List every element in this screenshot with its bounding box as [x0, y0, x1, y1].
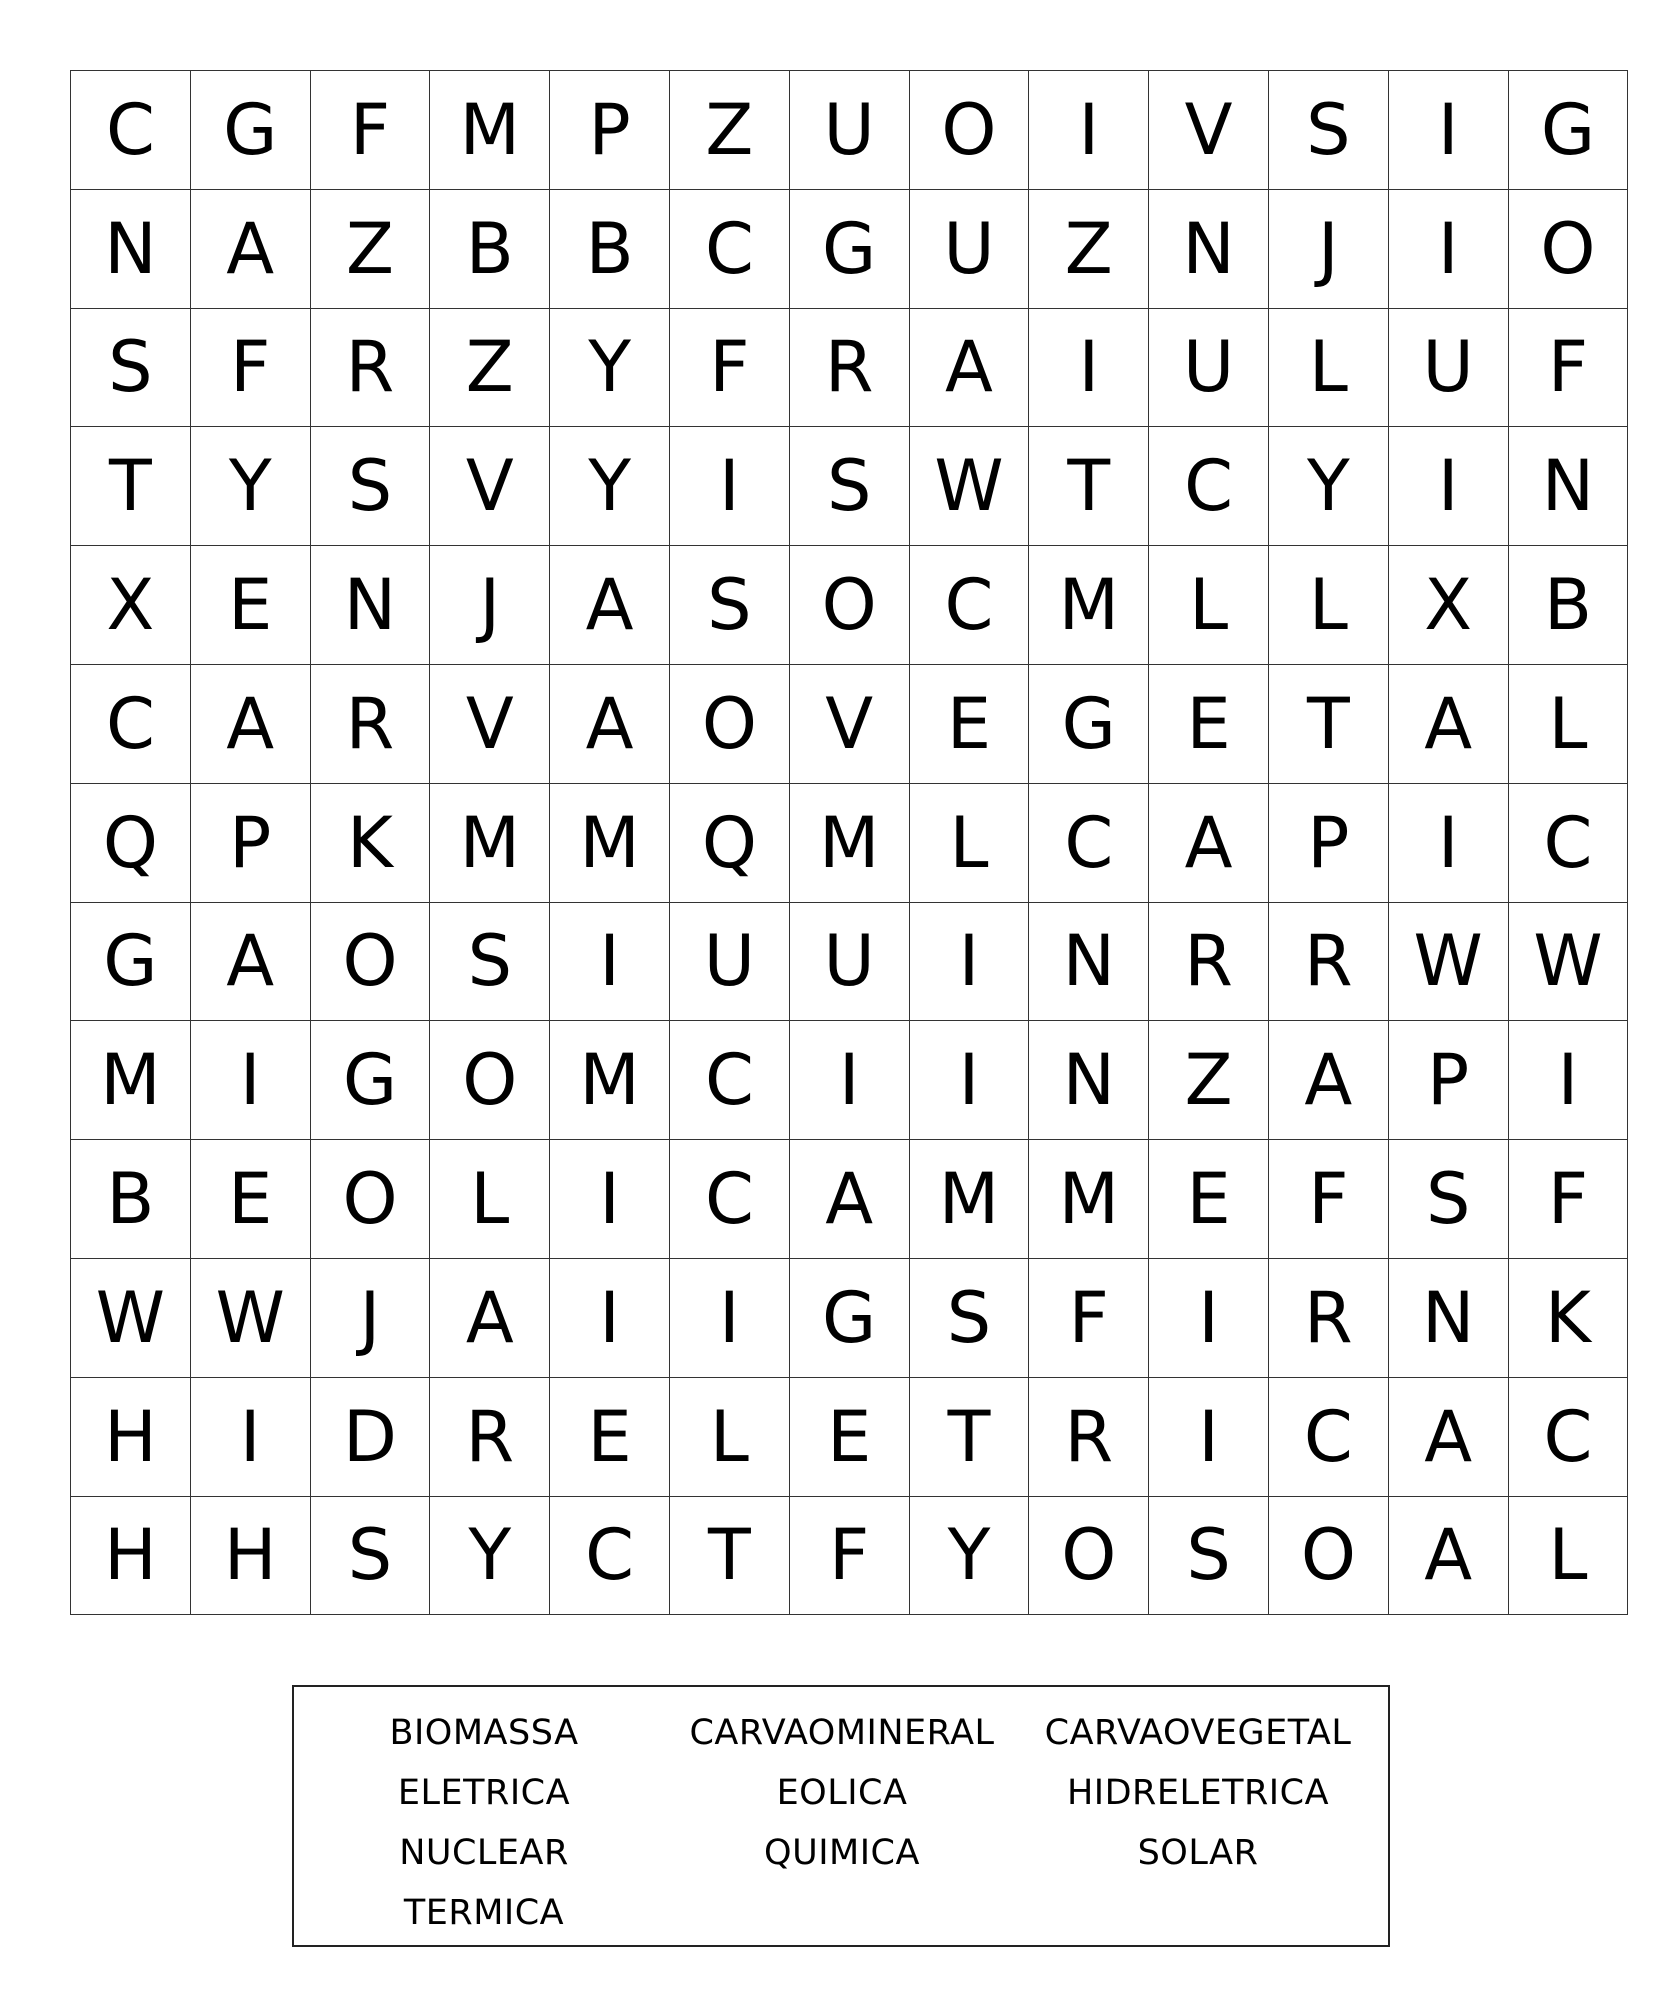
grid-cell[interactable]: R	[430, 1377, 550, 1496]
grid-cell[interactable]: L	[430, 1140, 550, 1259]
grid-cell[interactable]: W	[71, 1258, 191, 1377]
grid-cell[interactable]: W	[909, 427, 1029, 546]
grid-cell[interactable]: L	[1149, 546, 1269, 665]
grid-cell[interactable]: O	[1268, 1496, 1388, 1615]
grid-cell[interactable]: Z	[669, 71, 789, 190]
grid-cell[interactable]: M	[789, 783, 909, 902]
grid-cell[interactable]: L	[1508, 664, 1628, 783]
word-list-item: BIOMASSA	[389, 1713, 579, 1753]
grid-cell[interactable]: O	[430, 1021, 550, 1140]
grid-cell[interactable]: I	[1149, 1377, 1269, 1496]
grid-cell[interactable]: N	[1029, 902, 1149, 1021]
grid-cell[interactable]: G	[1029, 664, 1149, 783]
grid-cell[interactable]: C	[909, 546, 1029, 665]
grid-cell[interactable]: C	[669, 1021, 789, 1140]
grid-cell[interactable]: S	[1149, 1496, 1269, 1615]
grid-cell[interactable]: I	[1388, 71, 1508, 190]
grid-row	[71, 427, 1628, 546]
grid-cell[interactable]: I	[669, 427, 789, 546]
grid-cell[interactable]: I	[550, 1258, 670, 1377]
grid-cell[interactable]: X	[71, 546, 191, 665]
grid-cell[interactable]: C	[1508, 1377, 1628, 1496]
grid-cell[interactable]: K	[1508, 1258, 1628, 1377]
grid-cell[interactable]: L	[1268, 308, 1388, 427]
grid-cell[interactable]: P	[1388, 1021, 1508, 1140]
word-list-item: TERMICA	[403, 1893, 565, 1933]
grid-cell[interactable]: S	[909, 1258, 1029, 1377]
grid-cell[interactable]: P	[550, 71, 670, 190]
word-list-item: CARVAOVEGETAL	[1044, 1713, 1352, 1753]
grid-cell[interactable]: R	[1268, 902, 1388, 1021]
grid-cell[interactable]: J	[1268, 189, 1388, 308]
grid-cell[interactable]: N	[1149, 189, 1269, 308]
grid-cell[interactable]: R	[1268, 1258, 1388, 1377]
grid-cell[interactable]: I	[190, 1021, 310, 1140]
grid-cell[interactable]: O	[789, 546, 909, 665]
grid-cell[interactable]: C	[669, 189, 789, 308]
grid-cell[interactable]: E	[550, 1377, 670, 1496]
grid-cell[interactable]: I	[550, 1140, 670, 1259]
grid-cell[interactable]: I	[1029, 308, 1149, 427]
grid-cell[interactable]: V	[789, 664, 909, 783]
grid-cell[interactable]: G	[789, 1258, 909, 1377]
grid-cell[interactable]: A	[550, 546, 670, 665]
grid-cell[interactable]: S	[1388, 1140, 1508, 1259]
grid-cell[interactable]: F	[1508, 308, 1628, 427]
grid-row	[71, 902, 1628, 1021]
grid-cell[interactable]: M	[1029, 1140, 1149, 1259]
grid-cell[interactable]: H	[71, 1496, 191, 1615]
grid-cell[interactable]: S	[1268, 71, 1388, 190]
grid-cell[interactable]: V	[1149, 71, 1269, 190]
grid-row	[71, 1377, 1628, 1496]
grid-cell[interactable]: I	[909, 1021, 1029, 1140]
grid-cell[interactable]: A	[1388, 1377, 1508, 1496]
grid-cell[interactable]: Y	[1268, 427, 1388, 546]
grid-cell[interactable]: E	[1149, 1140, 1269, 1259]
grid-cell[interactable]: M	[550, 783, 670, 902]
grid-cell[interactable]: N	[1388, 1258, 1508, 1377]
grid-cell[interactable]: A	[190, 664, 310, 783]
grid-cell[interactable]: L	[1508, 1496, 1628, 1615]
grid-cell[interactable]: D	[310, 1377, 430, 1496]
grid-cell[interactable]: Y	[550, 308, 670, 427]
grid-cell[interactable]: B	[430, 189, 550, 308]
grid-cell[interactable]: Z	[430, 308, 550, 427]
grid-cell[interactable]: N	[310, 546, 430, 665]
grid-cell[interactable]: Y	[909, 1496, 1029, 1615]
word-list-column-3	[1018, 1703, 1378, 1883]
grid-cell[interactable]: E	[789, 1377, 909, 1496]
grid-cell[interactable]: Z	[1029, 189, 1149, 308]
grid-cell[interactable]: F	[1029, 1258, 1149, 1377]
grid-cell[interactable]: F	[310, 71, 430, 190]
grid-cell[interactable]: R	[310, 664, 430, 783]
grid-cell[interactable]: N	[1508, 427, 1628, 546]
grid-cell[interactable]: S	[71, 308, 191, 427]
grid-cell[interactable]: W	[1388, 902, 1508, 1021]
grid-cell[interactable]: J	[310, 1258, 430, 1377]
grid-cell[interactable]: O	[310, 902, 430, 1021]
grid-cell[interactable]: M	[430, 71, 550, 190]
grid-cell[interactable]: B	[550, 189, 670, 308]
grid-cell[interactable]: F	[190, 308, 310, 427]
grid-cell[interactable]: A	[550, 664, 670, 783]
word-list-column-1	[304, 1703, 664, 1943]
grid-cell[interactable]: O	[669, 664, 789, 783]
grid-cell[interactable]: T	[71, 427, 191, 546]
grid-cell[interactable]: G	[1508, 71, 1628, 190]
grid-cell[interactable]: I	[1388, 427, 1508, 546]
grid-cell[interactable]: B	[71, 1140, 191, 1259]
grid-row	[71, 664, 1628, 783]
grid-cell[interactable]: P	[190, 783, 310, 902]
grid-cell[interactable]: C	[1149, 427, 1269, 546]
grid-cell[interactable]: O	[1029, 1496, 1149, 1615]
grid-cell[interactable]: I	[669, 1258, 789, 1377]
grid-cell[interactable]: I	[190, 1377, 310, 1496]
grid-cell[interactable]: I	[789, 1021, 909, 1140]
grid-cell[interactable]: M	[1029, 546, 1149, 665]
grid-cell[interactable]: Z	[310, 189, 430, 308]
grid-cell[interactable]: H	[190, 1496, 310, 1615]
grid-cell[interactable]: X	[1388, 546, 1508, 665]
grid-cell[interactable]: S	[789, 427, 909, 546]
grid-cell[interactable]: F	[789, 1496, 909, 1615]
grid-cell[interactable]: U	[1388, 308, 1508, 427]
word-list-item: EOLICA	[776, 1773, 908, 1813]
grid-row	[71, 189, 1628, 308]
grid-cell[interactable]: P	[1268, 783, 1388, 902]
grid-row	[71, 783, 1628, 902]
grid-cell[interactable]: A	[190, 189, 310, 308]
word-list-item: QUIMICA	[764, 1833, 920, 1873]
grid-cell[interactable]: S	[430, 902, 550, 1021]
grid-cell[interactable]: R	[310, 308, 430, 427]
grid-row	[71, 1258, 1628, 1377]
grid-cell[interactable]: R	[1149, 902, 1269, 1021]
grid-cell[interactable]: U	[789, 71, 909, 190]
grid-cell[interactable]: Q	[71, 783, 191, 902]
grid-cell[interactable]: M	[909, 1140, 1029, 1259]
grid-cell[interactable]: M	[550, 1021, 670, 1140]
grid-cell[interactable]: F	[1268, 1140, 1388, 1259]
grid-cell[interactable]: G	[190, 71, 310, 190]
grid-cell[interactable]: S	[669, 546, 789, 665]
grid-cell[interactable]: V	[430, 427, 550, 546]
grid-cell[interactable]: I	[1388, 783, 1508, 902]
grid-cell[interactable]: A	[1388, 664, 1508, 783]
grid-cell[interactable]: I	[909, 902, 1029, 1021]
grid-cell[interactable]: S	[310, 1496, 430, 1615]
grid-cell[interactable]: M	[71, 1021, 191, 1140]
grid-cell[interactable]: M	[430, 783, 550, 902]
grid-cell[interactable]: C	[550, 1496, 670, 1615]
grid-cell[interactable]: C	[1029, 783, 1149, 902]
grid-cell[interactable]: L	[1268, 546, 1388, 665]
grid-cell[interactable]: E	[190, 546, 310, 665]
grid-cell[interactable]: G	[310, 1021, 430, 1140]
grid-cell[interactable]: N	[71, 189, 191, 308]
grid-cell[interactable]: A	[1149, 783, 1269, 902]
grid-cell[interactable]: J	[430, 546, 550, 665]
grid-cell[interactable]: T	[669, 1496, 789, 1615]
grid-cell[interactable]: U	[669, 902, 789, 1021]
grid-cell[interactable]: S	[310, 427, 430, 546]
grid-row	[71, 1021, 1628, 1140]
grid-row	[71, 71, 1628, 190]
grid-cell[interactable]: A	[1268, 1021, 1388, 1140]
grid-cell[interactable]: E	[190, 1140, 310, 1259]
grid-cell[interactable]: F	[1508, 1140, 1628, 1259]
grid-cell[interactable]: I	[1508, 1021, 1628, 1140]
grid-row	[71, 308, 1628, 427]
grid-cell[interactable]: A	[1388, 1496, 1508, 1615]
grid-cell[interactable]: T	[1029, 427, 1149, 546]
word-list-item: HIDRELETRICA	[1066, 1773, 1330, 1813]
grid-cell[interactable]: C	[1268, 1377, 1388, 1496]
grid-row	[71, 1140, 1628, 1259]
grid-cell[interactable]: G	[789, 189, 909, 308]
word-list-column-2	[662, 1703, 1022, 1883]
grid-cell[interactable]: N	[1029, 1021, 1149, 1140]
grid-cell[interactable]: Y	[190, 427, 310, 546]
grid-cell[interactable]: L	[669, 1377, 789, 1496]
grid-cell[interactable]: B	[1508, 546, 1628, 665]
word-list-item: SOLAR	[1137, 1833, 1259, 1873]
grid-cell[interactable]: C	[71, 664, 191, 783]
grid-cell[interactable]: E	[1149, 664, 1269, 783]
grid-cell[interactable]: O	[310, 1140, 430, 1259]
grid-cell[interactable]: V	[430, 664, 550, 783]
grid-cell[interactable]: I	[1029, 71, 1149, 190]
grid-cell[interactable]: E	[909, 664, 1029, 783]
grid-cell[interactable]: A	[190, 902, 310, 1021]
grid-cell[interactable]: H	[71, 1377, 191, 1496]
grid-cell[interactable]: W	[190, 1258, 310, 1377]
grid-cell[interactable]: R	[789, 308, 909, 427]
grid-cell[interactable]: Z	[1149, 1021, 1269, 1140]
grid-cell[interactable]: C	[71, 71, 191, 190]
word-list-item: CARVAOMINERAL	[689, 1713, 995, 1753]
grid-cell[interactable]: I	[1149, 1258, 1269, 1377]
grid-cell[interactable]: R	[1029, 1377, 1149, 1496]
grid-cell[interactable]: F	[669, 308, 789, 427]
word-list-item: NUCLEAR	[399, 1833, 569, 1873]
grid-cell[interactable]: A	[909, 308, 1029, 427]
grid-cell[interactable]: Y	[550, 427, 670, 546]
grid-cell[interactable]: T	[1268, 664, 1388, 783]
grid-cell[interactable]: U	[789, 902, 909, 1021]
grid-cell[interactable]: I	[550, 902, 670, 1021]
letter-grid	[70, 70, 1628, 1615]
grid-cell[interactable]: U	[1149, 308, 1269, 427]
word-list-item: ELETRICA	[397, 1773, 571, 1813]
grid-cell[interactable]: W	[1508, 902, 1628, 1021]
grid-cell[interactable]: T	[909, 1377, 1029, 1496]
grid-cell[interactable]: U	[909, 189, 1029, 308]
grid-cell[interactable]: A	[789, 1140, 909, 1259]
word-list-box	[292, 1685, 1390, 1947]
grid-cell[interactable]: L	[909, 783, 1029, 902]
grid-cell[interactable]: Y	[430, 1496, 550, 1615]
grid-cell[interactable]: C	[669, 1140, 789, 1259]
grid-cell[interactable]: O	[909, 71, 1029, 190]
grid-cell[interactable]: C	[1508, 783, 1628, 902]
grid-cell[interactable]: A	[430, 1258, 550, 1377]
grid-cell[interactable]: K	[310, 783, 430, 902]
grid-cell[interactable]: I	[1388, 189, 1508, 308]
grid-cell[interactable]: O	[1508, 189, 1628, 308]
grid-cell[interactable]: Q	[669, 783, 789, 902]
grid-row	[71, 546, 1628, 665]
grid-cell[interactable]: G	[71, 902, 191, 1021]
grid-row	[71, 1496, 1628, 1615]
